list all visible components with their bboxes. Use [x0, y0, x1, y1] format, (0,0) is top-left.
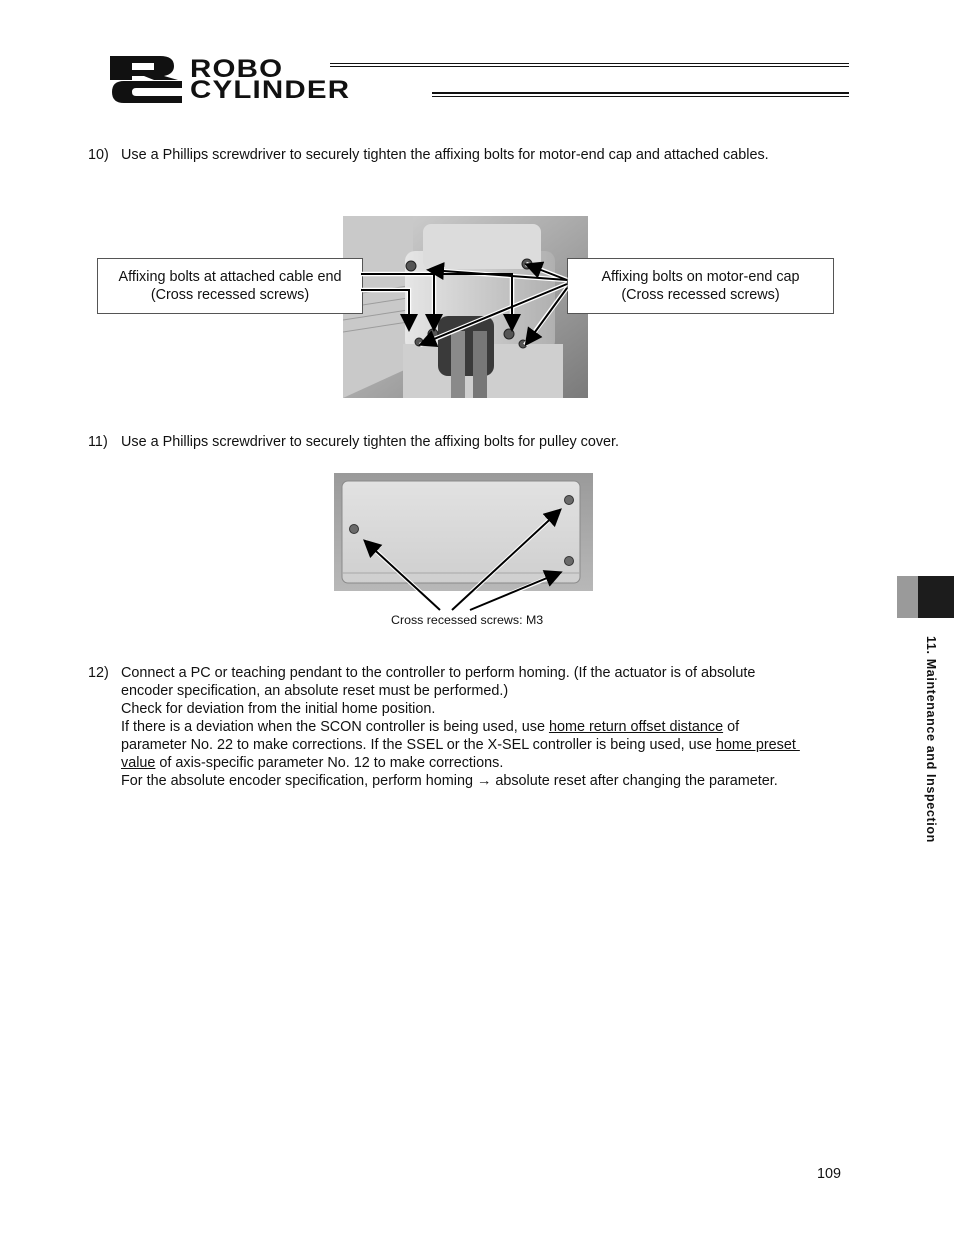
chapter-tab-dark: [918, 576, 954, 618]
brand-cylinder: CYLINDER: [190, 76, 351, 104]
callout-line: Affixing bolts at attached cable end: [118, 269, 342, 285]
link-home-preset-value-cont[interactable]: value: [121, 755, 156, 771]
text-line: For the absolute encoder specification, perform homing → absolute reset after changing the parameter.: [121, 773, 778, 789]
text-line: Check for deviation from the initial home position.: [121, 701, 436, 717]
step-number: 10): [88, 147, 109, 163]
link-home-return-offset[interactable]: home return offset distance: [548, 719, 724, 735]
text-line: Connect a PC or teaching pendant to the controller to perform homing. (If the actuator is of absolute: [121, 665, 756, 681]
brand-robo: ROBO: [190, 55, 284, 83]
callout-line: Affixing bolts on motor-end cap: [601, 269, 800, 285]
chapter-label: 11. Maintenance and Inspection: [924, 636, 938, 843]
text-span: If there is a deviation when the SCON controller is being used, use: [121, 719, 549, 735]
text-span: of: [723, 719, 740, 735]
page-number: 109: [817, 1166, 842, 1182]
step-12: [88, 664, 878, 794]
text-line: [121, 718, 800, 736]
text-span: parameter No. 22 to make corrections. If the SSEL or the X-SEL controller is being used, use: [121, 737, 716, 753]
step-number: 12): [88, 665, 109, 681]
step-text: Use a Phillips screwdriver to securely tighten the affixing bolts for pulley cover.: [121, 434, 620, 450]
callout-line: (Cross recessed screws): [150, 287, 310, 303]
step-text: [121, 664, 800, 790]
step-text: Use a Phillips screwdriver to securely tighten the affixing bolts for motor-end cap and attached cables.: [121, 147, 769, 163]
step-number: 11): [88, 434, 108, 450]
text-line: encoder specification, an absolute reset must be performed.): [121, 683, 509, 699]
figure2-caption: Cross recessed screws: M3: [391, 613, 544, 627]
chapter-tab-light: [897, 576, 918, 618]
text-span: of axis-specific parameter No. 12 to make corrections.: [155, 755, 504, 771]
callout-line: (Cross recessed screws): [621, 287, 780, 303]
text-line: [121, 754, 800, 772]
link-home-preset-value[interactable]: home preset: [715, 737, 800, 753]
text-line: [121, 736, 800, 754]
